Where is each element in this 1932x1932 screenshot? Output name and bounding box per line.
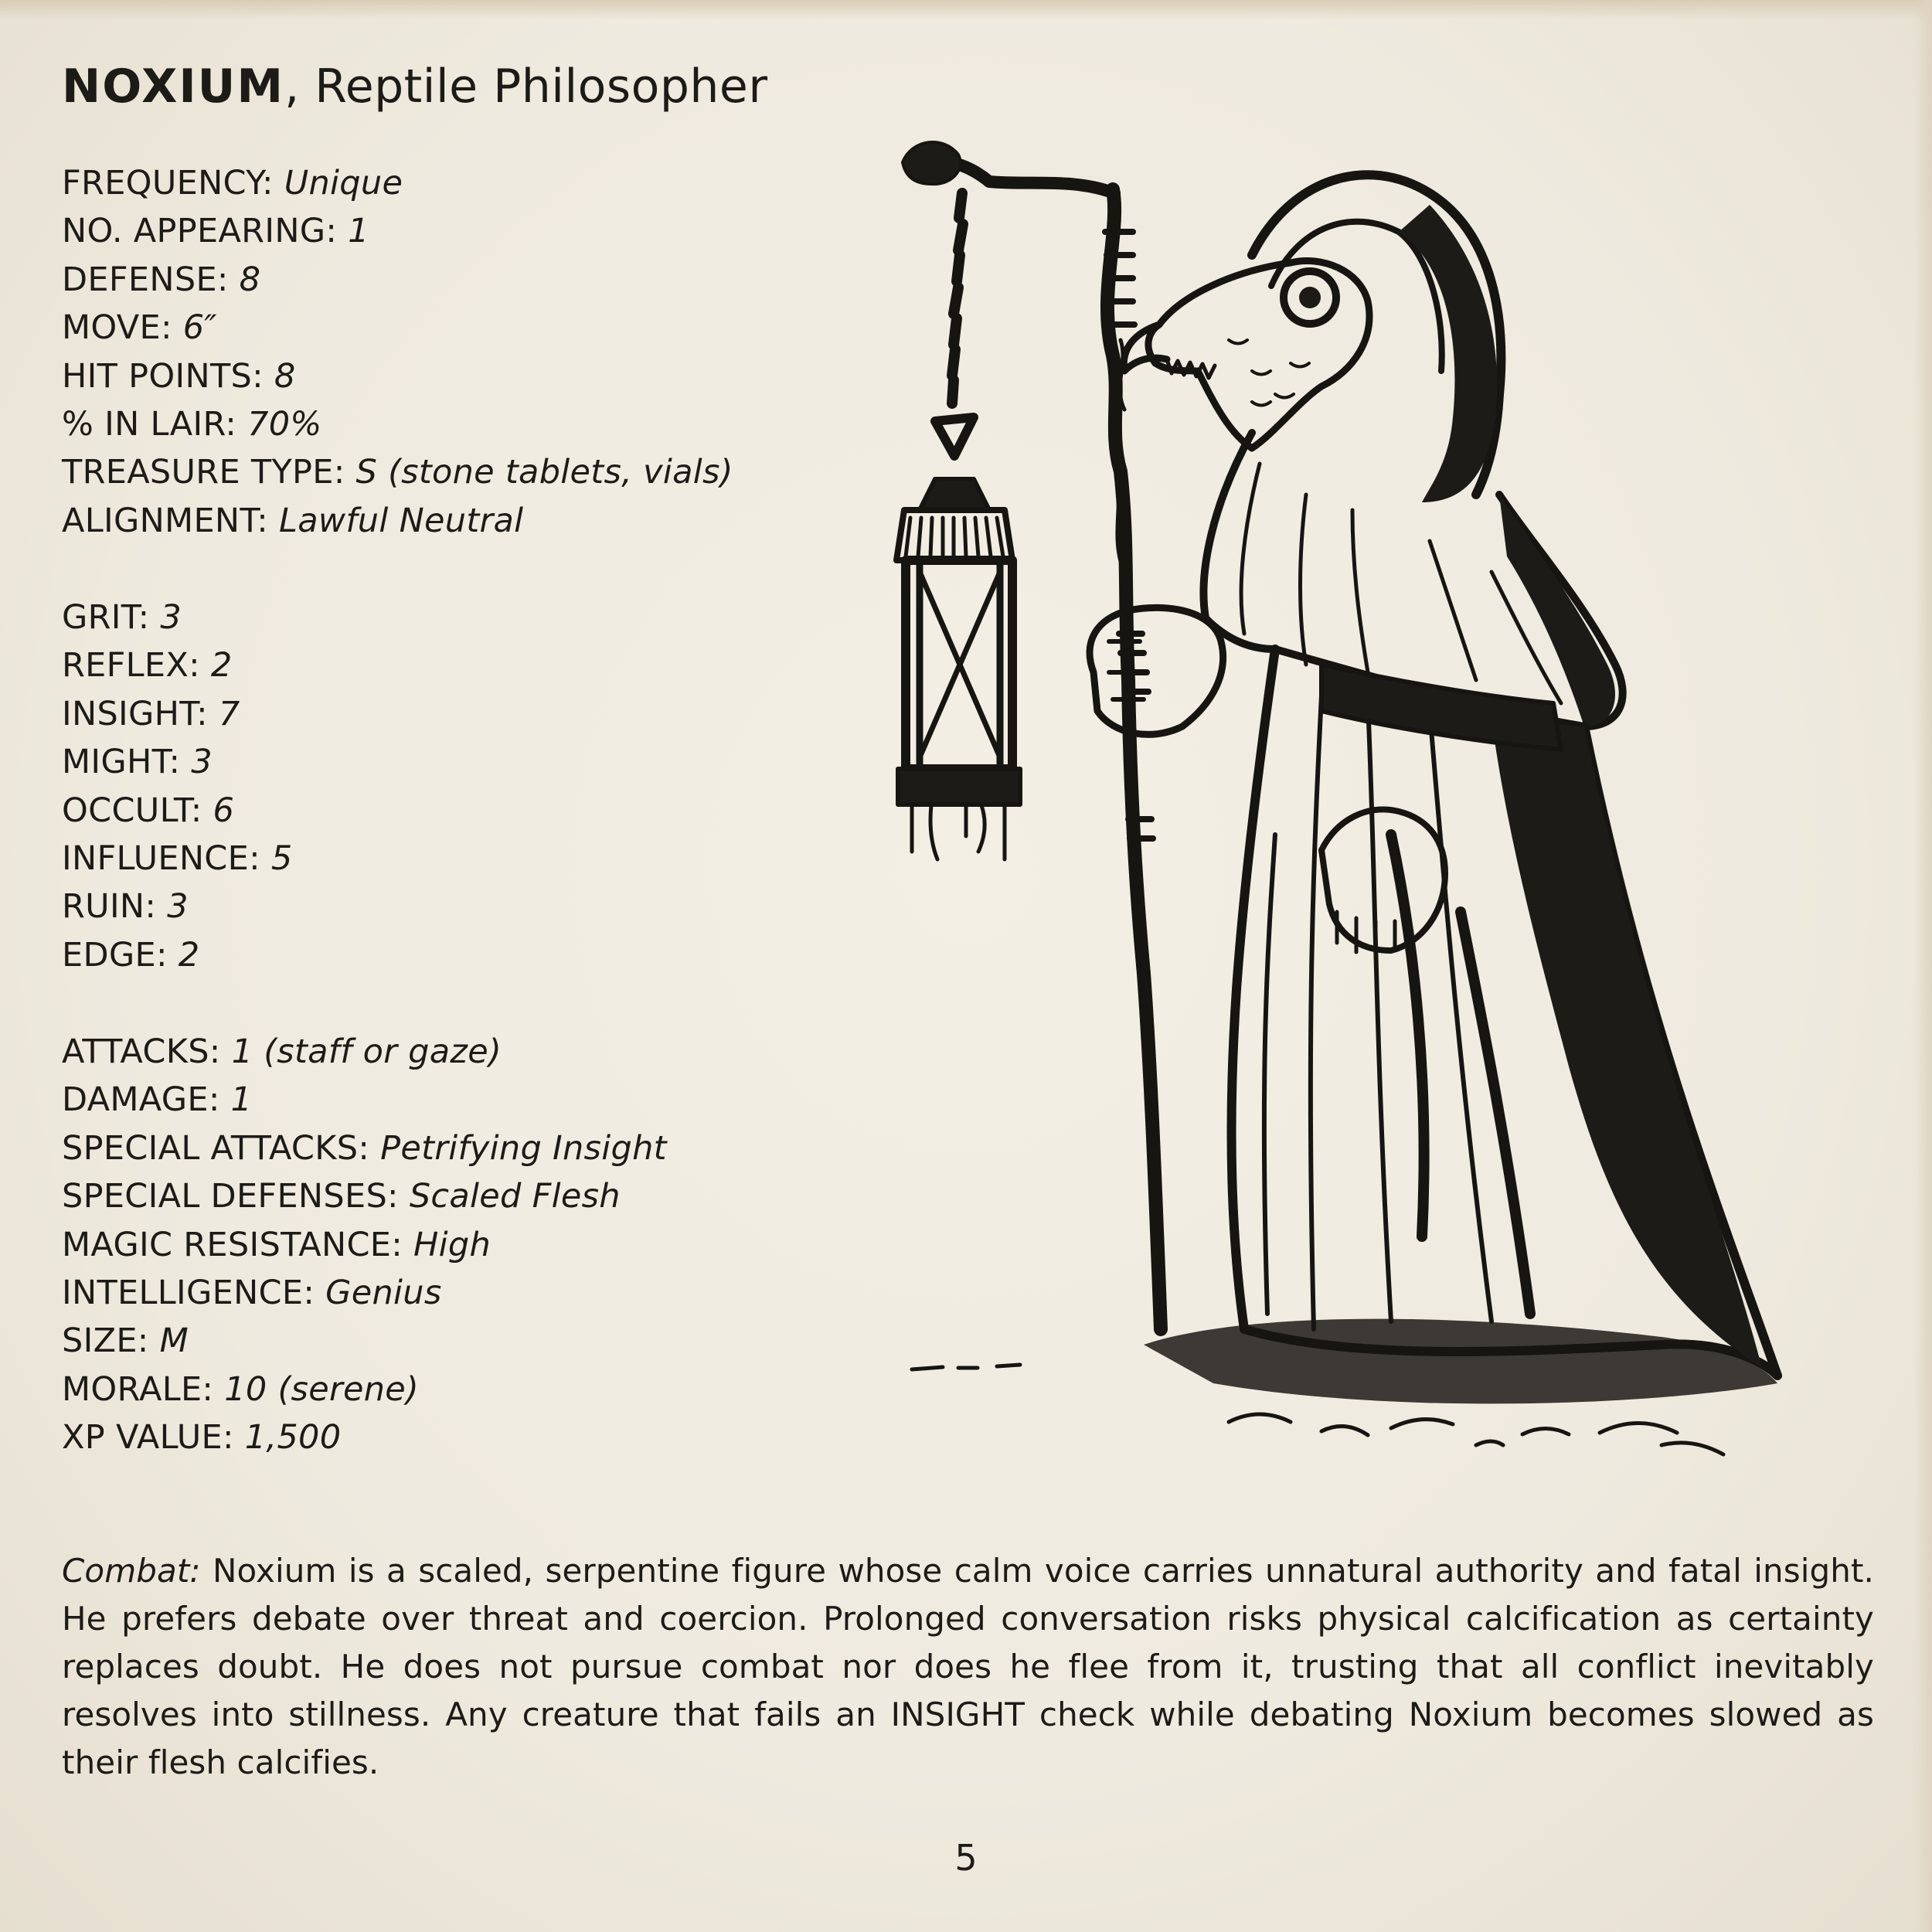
stat-row [62,594,866,641]
stat-label: INFLUENCE: [62,838,260,878]
lantern-cap-hatch [906,518,1003,556]
stat-row [62,1221,866,1269]
stat-label: TREASURE TYPE: [62,453,345,492]
stat-row [62,497,866,545]
lantern-arm-head [903,142,961,184]
stat-row [62,1366,866,1413]
page-edge-top [0,0,1932,20]
stat-label: NO. APPEARING: [62,212,338,251]
stat-value: 8 [239,260,261,299]
stat-row [62,835,866,883]
stat-row [62,352,866,400]
stat-row [62,159,866,207]
stat-value: 10 (serene) [224,1369,420,1409]
stat-value: 1 [348,212,369,251]
stat-value: 2 [178,935,200,975]
stat-value: 7 [218,694,240,733]
stat-row [62,207,866,255]
stat-value: 6 [213,791,235,830]
cloak-hatch [1241,464,1561,703]
stat-row [62,641,866,689]
stat-row [62,883,866,930]
hand-robe [1321,809,1445,951]
stat-value: 6″ [182,308,217,348]
stat-label: DEFENSE: [62,260,229,299]
lantern-drips [912,805,1005,859]
stat-block-general [62,159,866,545]
stat-label: MAGIC RESISTANCE: [62,1225,403,1264]
stat-row [62,690,866,738]
creature-name: NOXIUM [62,60,285,114]
stat-row [62,787,866,835]
noxium-illustration [889,139,1816,1484]
stat-label: ALIGNMENT: [62,501,269,540]
creature-subtitle: Reptile Philosopher [315,60,768,114]
stat-block-attributes [62,594,866,979]
stat-row [62,1172,866,1220]
stat-row [62,304,866,352]
stat-value: Genius [325,1273,442,1312]
stat-label: MOVE: [62,308,172,348]
stat-value: 5 [270,838,293,878]
stat-row [62,1028,866,1076]
combat-lead: Combat: [62,1552,201,1590]
teeth [1167,359,1215,378]
stat-label: GRIT: [62,598,150,637]
stat-value: 1 [230,1080,253,1120]
lantern-hook [935,417,974,456]
stat-label: SPECIAL DEFENSES: [62,1177,399,1216]
stat-label: % IN LAIR: [62,404,237,444]
eye [1299,287,1321,308]
lantern-glass-cross [920,572,1000,757]
stat-label: DAMAGE: [62,1080,220,1120]
stat-value: 70% [247,404,322,444]
stat-row [62,1413,866,1461]
ground-shadow [1144,1319,1777,1404]
stat-value: 8 [274,356,296,396]
stat-row [62,400,866,448]
stat-row [62,1076,866,1124]
stat-row [62,1124,866,1172]
stat-row [62,1317,866,1365]
stat-label: RUIN: [62,887,157,927]
lantern-top [920,479,989,510]
cloak-right-shadow [1499,495,1615,726]
stat-value: S (stone tablets, vials) [355,453,733,492]
stat-label: MIGHT: [62,743,181,782]
stat-row [62,1269,866,1317]
combat-text: Noxium is a scaled, serpentine figure whose calm voice carries unnatural authority and fatal insight. He prefers debate over threat and coercion. Prolonged conversation risks physical calcification as certainty replaces doubt. He does not pursue combat nor does he flee from it, trusting that all conflict inevitably resolves into stillness. Any creature that fails an INSIGHT check while debating Noxium becomes slowed as their flesh calcifies. [62,1552,1874,1781]
lantern-base [898,769,1020,804]
stat-value: 3 [167,887,189,927]
stat-label: HIT POINTS: [62,356,264,396]
stat-label: ATTACKS: [62,1032,221,1071]
stat-value: 1 (staff or gaze) [231,1032,502,1071]
scales [1229,340,1309,406]
stat-value: 3 [160,598,182,637]
stat-row [62,448,866,496]
stat-label: SIZE: [62,1321,149,1361]
stat-value: 1,500 [244,1418,342,1458]
stat-value: Petrifying Insight [380,1128,667,1168]
stat-label: FREQUENCY: [62,164,274,202]
stat-label: INSIGHT: [62,694,208,733]
stat-label: REFLEX: [62,646,200,685]
stat-value: Unique [284,164,403,202]
stat-row [62,738,866,786]
stat-value: 2 [210,646,233,685]
belt [1321,665,1561,750]
stat-row [62,256,866,304]
stat-value: High [413,1225,492,1264]
title-separator: , [284,60,300,114]
stat-value: Scaled Flesh [409,1177,621,1216]
robe-folds [1264,696,1492,1329]
page-title [62,56,768,117]
robe-shadow [1492,719,1762,1368]
stat-value: M [159,1321,189,1361]
stat-label: MORALE: [62,1369,214,1409]
stat-label: EDGE: [62,935,168,975]
stat-label: SPECIAL ATTACKS: [62,1128,370,1168]
stat-value: Lawful Neutral [278,501,524,540]
stat-label: OCCULT: [62,791,202,830]
combat-description [62,1547,1874,1787]
page-edge-right [1913,0,1932,1932]
stat-block-combat [62,1028,866,1462]
lantern-chain [952,193,963,403]
stat-label: XP VALUE: [62,1418,234,1458]
page-number: 5 [954,1837,978,1879]
stat-row [62,931,866,979]
stat-label: INTELLIGENCE: [62,1273,315,1312]
stat-value: 3 [191,743,213,782]
